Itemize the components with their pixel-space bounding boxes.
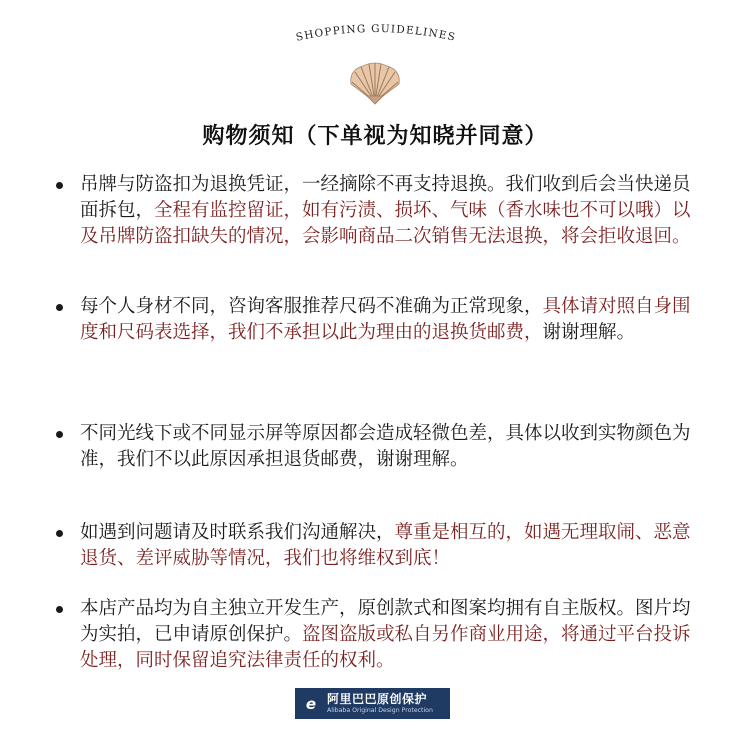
bullet-dot bbox=[56, 182, 63, 189]
bullet-dot bbox=[56, 530, 63, 537]
svg-text:SHOPPING GUIDELINES: SHOPPING GUIDELINES bbox=[294, 22, 458, 44]
badge-subtitle: Alibaba Original Design Protection bbox=[327, 706, 433, 714]
guideline-text: 吊牌与防盗扣为退换凭证，一经摘除不再支持退换。我们收到后会当快递员面拆包，全程有监控留证，如有污渍、损坏、气味（香水味也不可以哦）以及吊牌防盗扣缺失的情况，会影响商品二次销售无法退换，将会拒收退回。 bbox=[80, 174, 691, 247]
guideline-text: 每个人身材不同，咨询客服推荐尺码不准确为正常现象，具体请对照自身围度和尺码表选择，我们不承担以此为理由的退换货邮费，谢谢理解。 bbox=[80, 296, 691, 343]
badge-title: 阿里巴巴原创保护 bbox=[327, 691, 428, 706]
guideline-item bbox=[56, 596, 706, 674]
bullet-dot bbox=[56, 606, 63, 613]
guideline-text: 不同光线下或不同显示屏等原因都会造成轻微色差，具体以收到实物颜色为准，我们不以此原因承担退货邮费，谢谢理解。 bbox=[80, 423, 691, 470]
page-heading: 购物须知（下单视为知晓并同意） bbox=[202, 123, 548, 149]
shopping-guidelines-arc-title bbox=[250, 6, 500, 54]
alibaba-original-protection-badge bbox=[295, 688, 450, 719]
guideline-item bbox=[56, 421, 706, 473]
bullet-dot bbox=[56, 304, 63, 311]
scallop-shell-icon bbox=[345, 60, 405, 106]
bullet-dot bbox=[56, 431, 63, 438]
guideline-item bbox=[56, 520, 706, 572]
guideline-item bbox=[56, 294, 706, 346]
guideline-text: 本店产品均为自主独立开发生产，原创款式和图案均拥有自主版权。图片均为实拍，已申请原创保护。盗图盗版或私自另作商业用途，将通过平台投诉处理，同时保留追究法律责任的权利。 bbox=[80, 598, 691, 671]
guideline-item bbox=[56, 172, 706, 250]
alibaba-logo-icon: e bbox=[305, 694, 317, 713]
guideline-text: 如遇到问题请及时联系我们沟通解决，尊重是相互的，如遇无理取闹、恶意退货、差评威胁等情况，我们也将维权到底！ bbox=[80, 522, 691, 569]
